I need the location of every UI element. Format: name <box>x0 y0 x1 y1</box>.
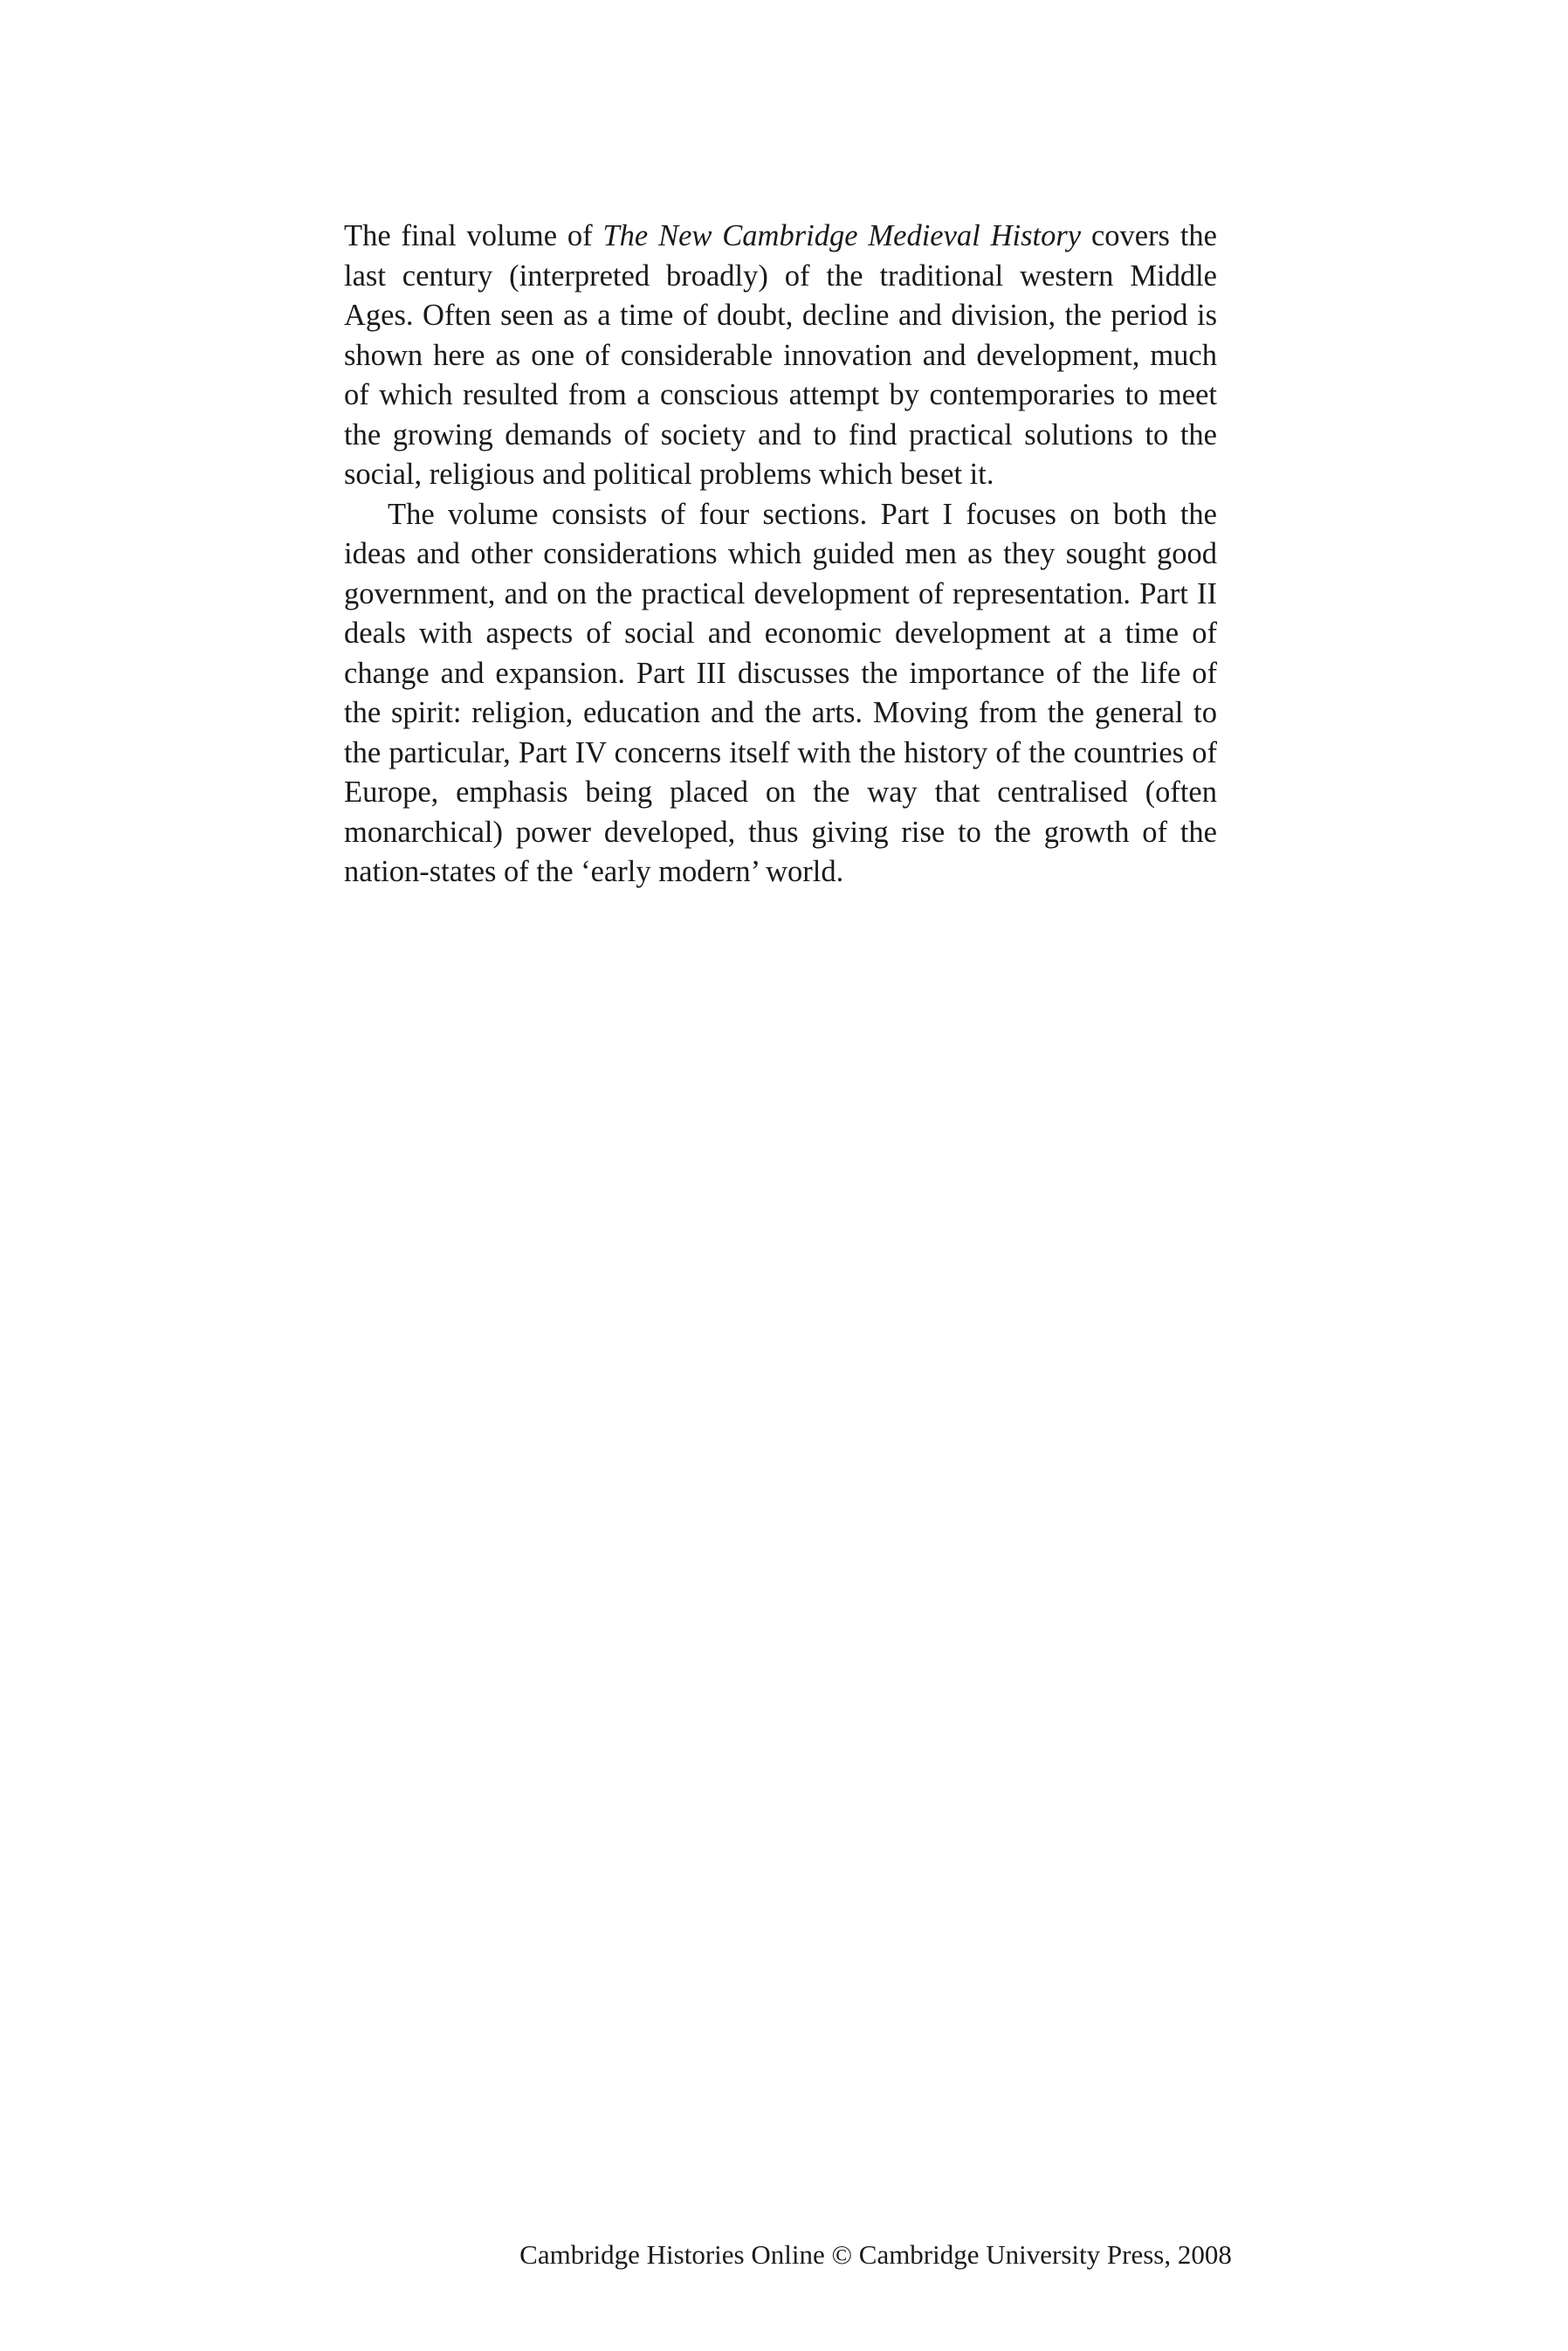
paragraph-1-intro: The final volume of <box>344 219 603 252</box>
copyright-text: Cambridge Histories Online © Cambridge University Press, 2008 <box>519 2239 1232 2270</box>
book-title: The New Cambridge Medieval History <box>602 219 1082 252</box>
paragraph-1-rest: covers the last century (interpreted broadly) of the traditional western Middle Ages. Often seen as a time of doubt, decline and division, the period is shown here as one of considerable innovation and development, much of which resulted from a conscious attempt by contemporaries to meet the growing demands of society and to find practical solutions to the social, religious and political problems which beset it. <box>344 219 1217 491</box>
blurb-text <box>344 217 1217 893</box>
paragraph-2: The volume consists of four sections. Part I focuses on both the ideas and other considerations which guided men as they sought good government, and on the practical development of representation. Part II deals with aspects of social and economic development at a time of change and expansion. Part III discusses the importance of the life of the spirit: religion, education and the arts. Moving from the general to the particular, Part IV concerns itself with the history of the countries of Europe, emphasis being placed on the way that centralised (often monarchical) power developed, thus giving rise to the growth of the nation-states of the ‘early modern’ world. <box>344 497 1217 888</box>
copyright-footer <box>0 2237 1568 2272</box>
paragraph-1 <box>344 217 1217 495</box>
